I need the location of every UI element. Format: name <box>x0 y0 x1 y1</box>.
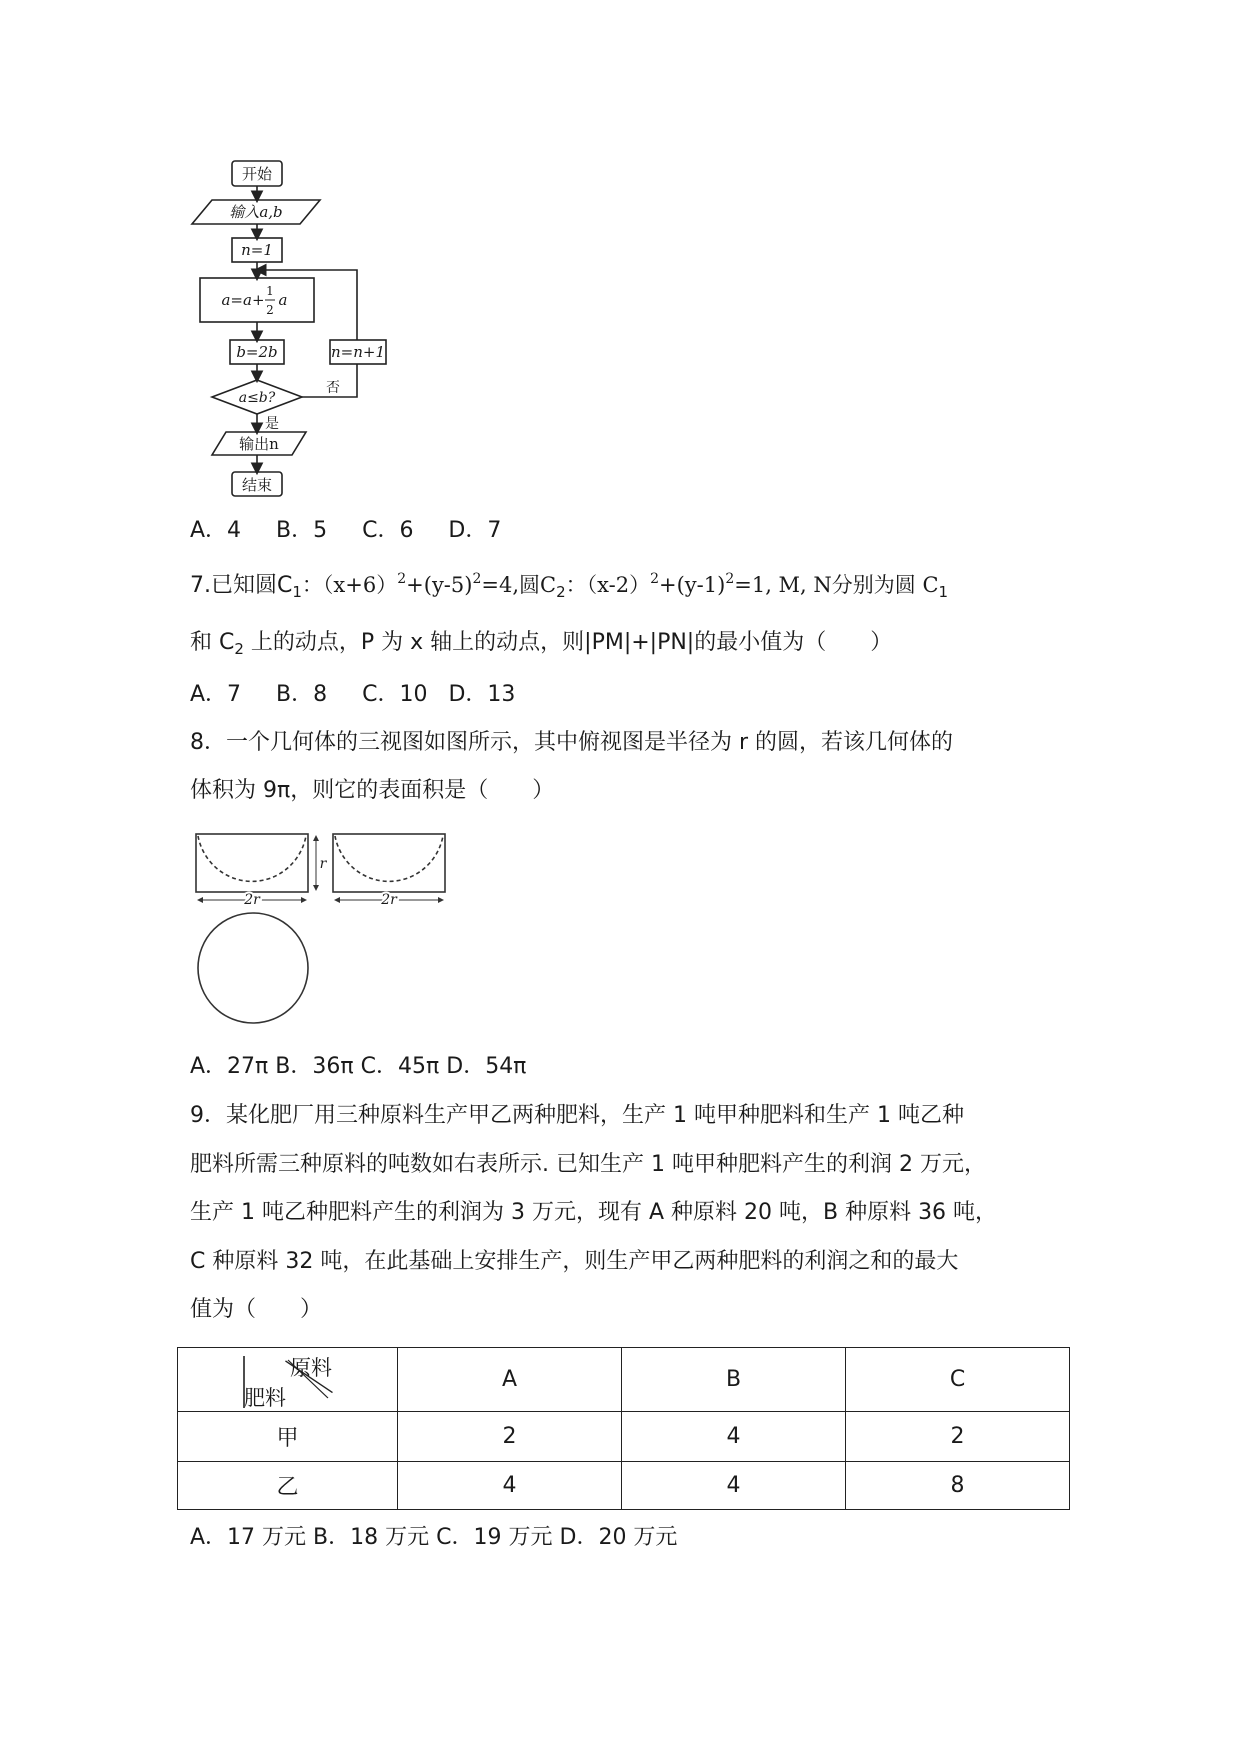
table-row <box>178 1412 1070 1462</box>
q7-sub: 2 <box>556 583 566 601</box>
material-table <box>177 1347 1070 1510</box>
q8-line-1: 8．一个几何体的三视图如图所示，其中俯视图是半径为 r 的圆，若该几何体的 <box>190 730 954 755</box>
q8-option-c: C．45π <box>360 1054 440 1079</box>
flow-end-text: 结束 <box>241 476 273 494</box>
table-corner-top: 原料 <box>290 1356 332 1380</box>
q7-option-d: D．13 <box>448 682 516 707</box>
q9-option-c: C．19 万元 <box>436 1525 553 1550</box>
table-corner-cell <box>178 1348 398 1412</box>
side-view-hidden-arc <box>335 836 443 881</box>
q7-text: 已知圆C <box>211 573 293 598</box>
q9-option-a: A．17 万元 <box>190 1525 307 1550</box>
table-corner-bottom: 肥料 <box>244 1386 286 1410</box>
side-width-label: 2r <box>381 892 397 908</box>
q7-number: 7. <box>190 573 211 598</box>
table-row <box>178 1462 1070 1510</box>
q9-options <box>190 1523 677 1553</box>
q9-line-4: C 种原料 32 吨，在此基础上安排生产，则生产甲乙两种肥料的利润之和的最大 <box>190 1249 959 1274</box>
q8-option-d: D．54π <box>446 1054 527 1079</box>
q7-line-1 <box>190 570 948 601</box>
q6-option-a: A．4 <box>190 518 242 543</box>
top-view <box>198 913 308 1023</box>
flow-step-b-text: b=2b <box>236 343 278 361</box>
q7-option-a: A．7 <box>190 682 242 707</box>
q7-line-2: 和 $C_2$ 上的动点，P 为 x 轴上的动点，则|PM|+|PN|的最小值为（ ） <box>190 630 893 658</box>
q9-line-2: 肥料所需三种原料的吨数如右表所示. 已知生产 1 吨甲种肥料产生的利润 2 万元， <box>190 1152 986 1177</box>
table-header-c: C <box>846 1348 1070 1412</box>
table-row-label: 乙 <box>178 1462 398 1510</box>
q8-options <box>190 1052 526 1082</box>
table-cell: 4 <box>622 1412 846 1462</box>
q6-option-c: C．6 <box>362 518 414 543</box>
flow-step-a-rhs: a <box>278 291 288 309</box>
flowchart <box>0 0 1241 520</box>
table-cell: 2 <box>398 1412 622 1462</box>
q9-option-b: B．18 万元 <box>313 1525 430 1550</box>
q7-options <box>190 680 515 710</box>
q6-option-d: D．7 <box>448 518 502 543</box>
q6-option-b: B．5 <box>276 518 328 543</box>
table-row-label: 甲 <box>178 1412 398 1462</box>
flow-step-a-num: 1 <box>266 284 274 298</box>
table-header-a: A <box>398 1348 622 1412</box>
flow-init-text: n=1 <box>241 241 273 259</box>
three-view-diagram <box>0 820 1241 1040</box>
q7-sub: 1 <box>938 583 949 601</box>
q8-line-2: 体积为 9π，则它的表面积是（ ） <box>190 778 555 803</box>
flow-yes-label: 是 <box>265 416 279 432</box>
q7-option-b: B．8 <box>276 682 328 707</box>
q7-option-c: C．10 <box>362 682 428 707</box>
q9-line-5: 值为（ ） <box>190 1297 323 1322</box>
table-header-b: B <box>622 1348 846 1412</box>
table-cell: 8 <box>846 1462 1070 1510</box>
flow-step-a-den: 2 <box>266 303 274 317</box>
table-cell: 4 <box>398 1462 622 1510</box>
q8-option-b: B．36π <box>275 1054 354 1079</box>
front-width-label: 2r <box>244 892 260 908</box>
q8-option-a: A．27π <box>190 1054 269 1079</box>
front-view-hidden-arc <box>198 836 306 881</box>
q9-line-1: 9．某化肥厂用三种原料生产甲乙两种肥料，生产 1 吨甲种肥料和生产 1 吨乙种 <box>190 1103 964 1128</box>
table-cell: 4 <box>622 1462 846 1510</box>
q7-sub: 1 <box>292 583 302 601</box>
flow-condition-text: a≤b? <box>238 390 276 406</box>
flow-input-text: 输入a,b <box>229 203 283 221</box>
q9-line-3: 生产 1 吨乙种肥料产生的利润为 3 万元，现有 A 种原料 20 吨，B 种原料 36 吨， <box>190 1200 998 1225</box>
q9-option-d: D．20 万元 <box>559 1525 678 1550</box>
q7-eq1: ：$(x+6)^2+(y-5)^2=4$,圆C <box>301 571 557 597</box>
front-height-label: r <box>319 856 327 872</box>
flow-increment-text: n=n+1 <box>330 343 386 361</box>
q7-eq2: ：$(x-2)^2+(y-1)^2=1$, M, N分别为圆 C <box>565 571 939 597</box>
flow-output-text: 输出n <box>239 435 279 453</box>
flow-start-text: 开始 <box>241 165 273 183</box>
flow-step-a-lhs: a=a+ <box>221 291 265 309</box>
q6-options <box>190 516 501 546</box>
flow-no-label: 否 <box>326 380 340 396</box>
side-view <box>333 834 445 892</box>
table-cell: 2 <box>846 1412 1070 1462</box>
front-view <box>196 834 308 892</box>
